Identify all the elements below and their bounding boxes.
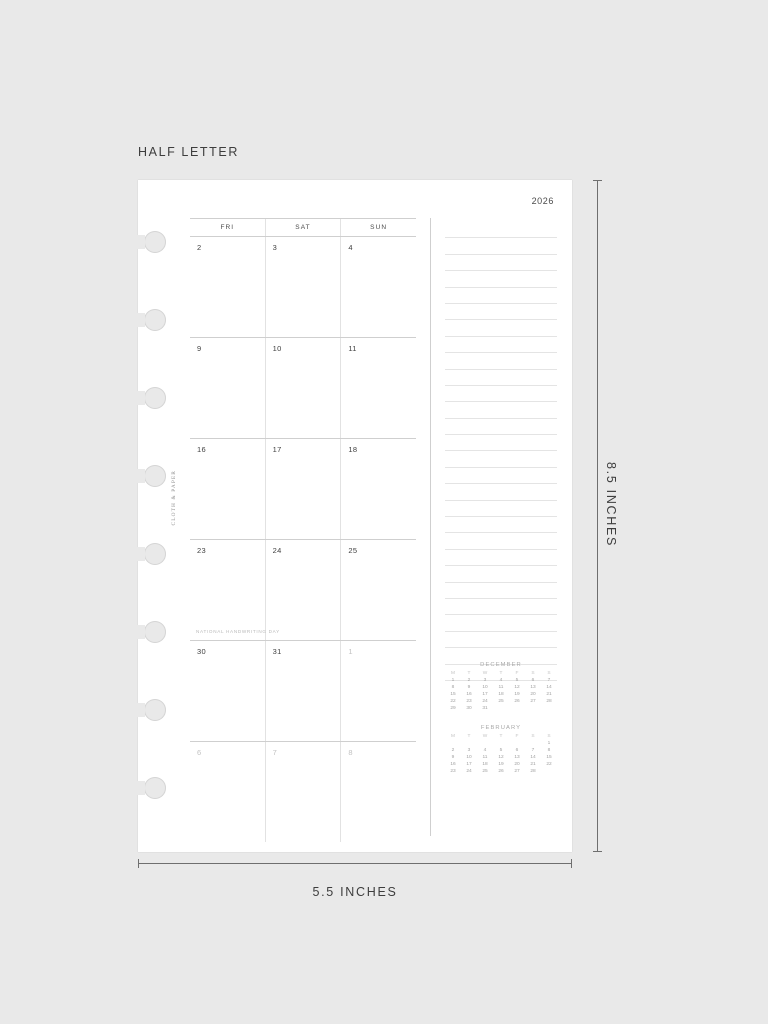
day-cell[interactable] — [265, 540, 341, 640]
mini-calendar-day: 30 — [466, 706, 472, 712]
note-line[interactable] — [445, 484, 557, 500]
mini-calendar-day — [541, 769, 557, 776]
mini-calendar-day: 6 — [531, 678, 535, 684]
mini-calendar-table — [445, 734, 557, 776]
mini-calendar-day: 2 — [451, 747, 455, 753]
mini-calendar-row — [445, 706, 557, 713]
mini-calendar-day: 14 — [530, 754, 536, 760]
mini-calendar-day: 27 — [530, 699, 536, 705]
mini-calendar-day: 4 — [499, 678, 503, 684]
planner-content — [190, 196, 556, 836]
day-number: 4 — [348, 243, 353, 252]
day-number: 6 — [197, 748, 202, 757]
disc-hole — [144, 777, 166, 799]
mini-calendar-day: 31 — [482, 706, 488, 712]
week-rows — [190, 237, 416, 842]
note-line[interactable] — [445, 386, 557, 402]
day-number: 10 — [272, 344, 282, 353]
mini-calendar — [445, 725, 557, 776]
mini-calendar-day: 26 — [514, 699, 520, 705]
mini-calendar-header-cell: T — [499, 671, 503, 677]
mini-calendar-day: 15 — [546, 754, 552, 760]
day-cell[interactable] — [340, 439, 416, 539]
mini-calendar-row — [445, 748, 557, 755]
mini-calendar-header-cell: W — [482, 734, 488, 739]
mini-calendar-day — [445, 741, 461, 748]
day-cell[interactable] — [340, 540, 416, 640]
mini-calendar-header-cell: M — [451, 734, 455, 739]
day-number: 30 — [197, 647, 206, 656]
note-line[interactable] — [445, 451, 557, 467]
mini-calendar-day: 8 — [547, 747, 551, 753]
note-line[interactable] — [445, 517, 557, 533]
note-line[interactable] — [445, 255, 557, 271]
mini-calendar-day: 10 — [482, 685, 488, 691]
mini-calendar-day — [525, 706, 541, 713]
mini-calendar-table — [445, 671, 557, 713]
mini-calendar-day: 8 — [451, 685, 455, 691]
mini-calendar-day: 15 — [450, 692, 456, 698]
week-row — [190, 742, 416, 842]
mini-calendar-day: 24 — [482, 699, 488, 705]
day-cell[interactable] — [265, 338, 341, 438]
note-line[interactable] — [445, 402, 557, 418]
mini-calendar-row — [445, 755, 557, 762]
note-line[interactable] — [445, 370, 557, 386]
mini-calendar-day: 23 — [466, 699, 472, 705]
note-line[interactable] — [445, 468, 557, 484]
mini-calendar-row — [445, 741, 557, 748]
mini-calendar-row — [445, 685, 557, 692]
note-line[interactable] — [445, 271, 557, 287]
mini-calendar-day: 3 — [467, 747, 471, 753]
day-of-week-fri: FRI — [220, 224, 235, 231]
mini-calendar-day: 4 — [483, 747, 487, 753]
mini-calendar-day: 25 — [498, 699, 504, 705]
day-cell[interactable] — [340, 338, 416, 438]
mini-calendar-day: 11 — [482, 754, 488, 760]
holiday-label: NATIONAL HANDWRITING DAY — [196, 629, 280, 634]
mini-calendar-day: 22 — [546, 761, 552, 767]
day-number: 1 — [348, 647, 353, 656]
mini-calendar-day: 17 — [482, 692, 488, 698]
width-dimension-line — [138, 863, 572, 864]
height-dimension-line — [597, 180, 598, 852]
note-line[interactable] — [445, 288, 557, 304]
mini-calendar-row — [445, 762, 557, 769]
day-cell[interactable] — [265, 641, 341, 741]
planner-page — [138, 180, 572, 852]
mini-calendar-day: 6 — [515, 747, 519, 753]
note-line[interactable] — [445, 435, 557, 451]
mini-calendar-day — [477, 741, 493, 748]
mini-calendar-day: 3 — [483, 678, 487, 684]
mini-calendar-row — [445, 769, 557, 776]
mini-calendar-day: 11 — [498, 685, 504, 691]
mini-calendar-header-cell: T — [467, 734, 471, 739]
mini-calendar-day: 17 — [466, 761, 472, 767]
width-dimension-label: 5.5 INCHES — [312, 885, 398, 899]
brand-mark: CLOTH & PAPER — [171, 470, 177, 526]
mini-calendar — [445, 662, 557, 713]
mini-calendar-row — [445, 699, 557, 706]
note-line[interactable] — [445, 419, 557, 435]
mini-calendar-header-cell: M — [451, 671, 455, 677]
mini-calendar-header-cell: S — [547, 671, 551, 677]
page-title: HALF LETTER — [138, 145, 239, 159]
mini-calendar-day: 19 — [498, 761, 504, 767]
mini-calendar-day: 22 — [450, 699, 456, 705]
mini-calendar-title: DECEMBER — [480, 662, 522, 668]
day-cell[interactable] — [340, 742, 416, 842]
mini-calendar-day: 1 — [547, 740, 551, 746]
mini-calendar-day: 2 — [467, 678, 471, 684]
height-dimension-label: 8.5 INCHES — [604, 462, 618, 548]
mini-calendar-day: 27 — [514, 768, 520, 774]
day-number: 31 — [272, 647, 282, 656]
day-number: 24 — [272, 546, 282, 555]
day-number: 7 — [272, 748, 278, 757]
mini-calendar-day: 16 — [466, 692, 472, 698]
day-number: 17 — [272, 445, 282, 454]
day-cell[interactable] — [190, 237, 265, 337]
mini-calendar-day: 28 — [546, 699, 552, 705]
mini-calendar-day — [525, 741, 541, 748]
day-number: 23 — [197, 546, 206, 555]
mini-calendar-header-cell: F — [515, 734, 519, 739]
mini-calendar-header-cell: T — [467, 671, 471, 677]
mini-calendar-day: 13 — [530, 685, 536, 691]
note-line[interactable] — [445, 238, 557, 254]
mini-calendar-day: 16 — [450, 761, 456, 767]
day-cell[interactable] — [265, 237, 341, 337]
mini-calendar-day: 5 — [499, 747, 503, 753]
mini-calendar-day — [509, 706, 525, 713]
mini-calendar-day: 9 — [467, 685, 471, 691]
day-number: 3 — [272, 243, 278, 252]
week-row — [190, 338, 416, 439]
day-number: 8 — [348, 748, 353, 757]
day-number: 11 — [348, 344, 357, 353]
height-tick-bottom — [593, 851, 602, 852]
note-line[interactable] — [445, 501, 557, 517]
disc-hole — [144, 621, 166, 643]
day-number: 25 — [348, 546, 358, 555]
day-cell[interactable] — [190, 540, 265, 640]
day-cell[interactable] — [190, 439, 265, 539]
note-line[interactable] — [445, 583, 557, 599]
week-row — [190, 237, 416, 338]
mini-calendar-day: 24 — [466, 768, 472, 774]
mini-calendar-row — [445, 692, 557, 699]
mini-calendar-day: 7 — [547, 678, 551, 684]
mini-calendar-day: 21 — [546, 692, 552, 698]
note-line[interactable] — [445, 550, 557, 566]
mini-calendar-day: 21 — [530, 761, 536, 767]
note-line[interactable] — [445, 632, 557, 648]
note-line[interactable] — [445, 222, 557, 238]
mini-calendar-header-cell: F — [515, 671, 519, 677]
mini-calendar-day: 14 — [546, 685, 552, 691]
disc-hole — [144, 309, 166, 331]
mini-calendar-day: 23 — [450, 768, 456, 774]
mini-calendar-day — [493, 706, 509, 713]
mini-calendar-day: 12 — [514, 685, 520, 691]
mini-calendar-day: 18 — [482, 761, 488, 767]
day-cell[interactable] — [265, 742, 341, 842]
note-line[interactable] — [445, 566, 557, 582]
day-number: 18 — [348, 445, 358, 454]
disc-hole — [144, 465, 166, 487]
note-line[interactable] — [445, 320, 557, 336]
note-line[interactable] — [445, 533, 557, 549]
mini-calendar-day: 9 — [451, 754, 455, 760]
day-cell[interactable] — [190, 338, 265, 438]
width-tick-left — [138, 859, 139, 868]
day-number: 16 — [197, 445, 206, 454]
mini-calendar-title: FEBRUARY — [480, 724, 522, 731]
mini-calendar-day — [461, 741, 477, 748]
mini-calendars — [445, 662, 557, 788]
disc-hole — [144, 543, 166, 565]
day-number: 2 — [197, 243, 202, 252]
note-line[interactable] — [445, 304, 557, 320]
mini-calendar-day: 1 — [451, 678, 455, 684]
mini-calendar-day: 20 — [514, 761, 520, 767]
mini-calendar-header-cell: S — [531, 734, 535, 739]
note-line[interactable] — [445, 599, 557, 615]
mini-calendar-header-cell: S — [531, 671, 535, 677]
day-cell[interactable] — [340, 237, 416, 337]
mini-calendar-header-cell: W — [482, 671, 488, 677]
mini-calendar-day: 28 — [530, 768, 536, 774]
note-line[interactable] — [445, 353, 557, 369]
mini-calendar-day: 25 — [482, 768, 488, 774]
ruled-lines — [445, 222, 557, 681]
day-cell[interactable] — [340, 641, 416, 741]
mini-calendar-day: 10 — [466, 754, 472, 760]
mini-calendar-header-cell: S — [547, 734, 551, 739]
width-tick-right — [571, 859, 572, 868]
week-row — [190, 540, 416, 641]
mini-calendar-day: 7 — [531, 747, 535, 753]
disc-hole — [144, 387, 166, 409]
mini-calendar-day: 19 — [514, 692, 520, 698]
day-number: 9 — [197, 344, 202, 353]
disc-hole — [144, 231, 166, 253]
mini-calendar-day — [541, 706, 557, 713]
day-of-week-sun: SUN — [340, 219, 416, 236]
year-label: 2026 — [531, 196, 554, 206]
note-line[interactable] — [445, 615, 557, 631]
day-of-week-header — [190, 219, 416, 237]
disc-hole — [144, 699, 166, 721]
mini-calendar-day: 26 — [498, 768, 504, 774]
mini-calendar-day: 18 — [498, 692, 504, 698]
mini-calendar-header-cell: T — [499, 734, 503, 739]
mini-calendar-day: 29 — [450, 706, 456, 712]
day-of-week-sat: SAT — [265, 219, 341, 236]
mini-calendar-day: 5 — [515, 678, 519, 684]
notes-column — [430, 218, 557, 836]
mini-calendar-day: 20 — [530, 692, 536, 698]
day-cell[interactable] — [265, 439, 341, 539]
height-tick-top — [593, 180, 602, 181]
mini-calendar-row — [445, 678, 557, 685]
mini-calendar-day — [509, 741, 525, 748]
week-row — [190, 439, 416, 540]
week-row — [190, 629, 416, 742]
day-cell[interactable] — [190, 742, 265, 842]
mini-calendar-day — [493, 741, 509, 748]
note-line[interactable] — [445, 337, 557, 353]
mini-calendar-day: 12 — [498, 754, 504, 760]
mini-calendar-day: 13 — [514, 754, 520, 760]
month-grid — [190, 218, 416, 837]
